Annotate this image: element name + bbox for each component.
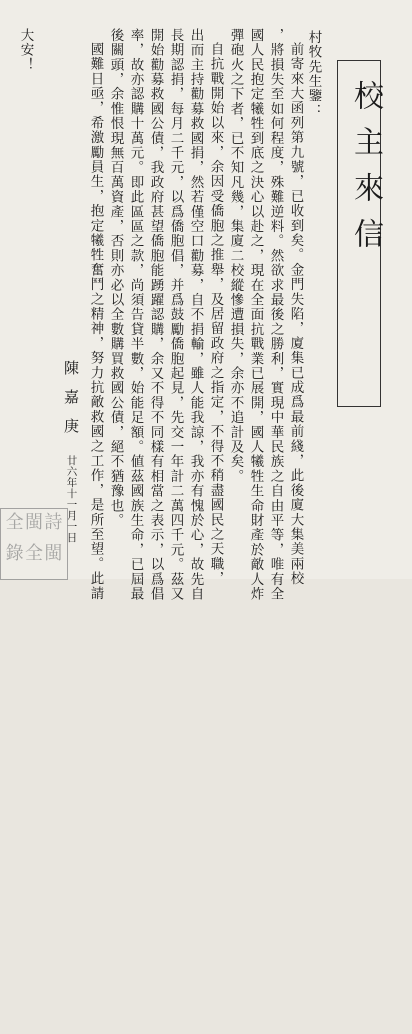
salutation: 村牧先生鑒： [305, 30, 322, 119]
body-line-9: 率，故亦認購十萬元。即此區區之款，尚須告貸半數，始能足額。値茲國族生命，已屆最 [127, 28, 144, 602]
body-line-3: 國人民抱定犧牲到底之決心以赴之，現在全面抗戰業已展開，國人犧牲生命財產於敵人炸 [247, 28, 264, 602]
body-line-4: 彈砲火之下者，已不知凡幾，集廈二校縱慘遭損失，余亦不追計及矣。 [227, 28, 244, 484]
body-line-10: 後關頭，余惟恨現無百萬資產，否則亦必以全數購買救國公債，絕不猶豫也。 [107, 28, 124, 528]
seal-glyphs: 全 閩 詩 錄 全 閩 [5, 512, 63, 564]
signature: 陳嘉庚 [62, 360, 80, 447]
body-line-6: 出而主持勸募救國捐，然若僅空口勸募，自不捐輸，雖人能我諒，我亦有愧於心，故先自 [187, 28, 204, 602]
body-line-8: 開始勸募救國公債，我政府甚望僑胞能踴躍認購，余又不得不同樣有相當之表示，以爲倡 [147, 28, 164, 602]
body-line-7: 長期認捐，每月二千元，以爲僑胞倡，并爲鼓勵僑胞起見，先交一年計二萬四千元。茲又 [167, 28, 184, 602]
letter-date: 廿六年十一月一日 [65, 455, 78, 543]
body-line-5: 自抗戰開始以來，余因受僑胞之推舉，及居留政府之指定，不得不稍盡國民之天職， [207, 42, 224, 586]
closing-greeting: 大安！ [17, 28, 34, 73]
library-seal [0, 508, 68, 580]
letter-heading: 校主來信 [348, 80, 383, 264]
body-line-11: 國難日亟，希激勵員生，抱定犧牲奮鬥之精神，努力抗敵救國之工作，是所至望。此請 [87, 42, 104, 601]
body-line-2: ，將損失至如何程度，殊難逆料。然欲求最後之勝利，實現中華民族之自由平等，唯有全 [267, 28, 284, 602]
body-line-1: 前寄來大函列第九號，已收到矣。金門失陷，廈集已成爲最前綫，此後廈大集美兩校 [287, 42, 304, 586]
